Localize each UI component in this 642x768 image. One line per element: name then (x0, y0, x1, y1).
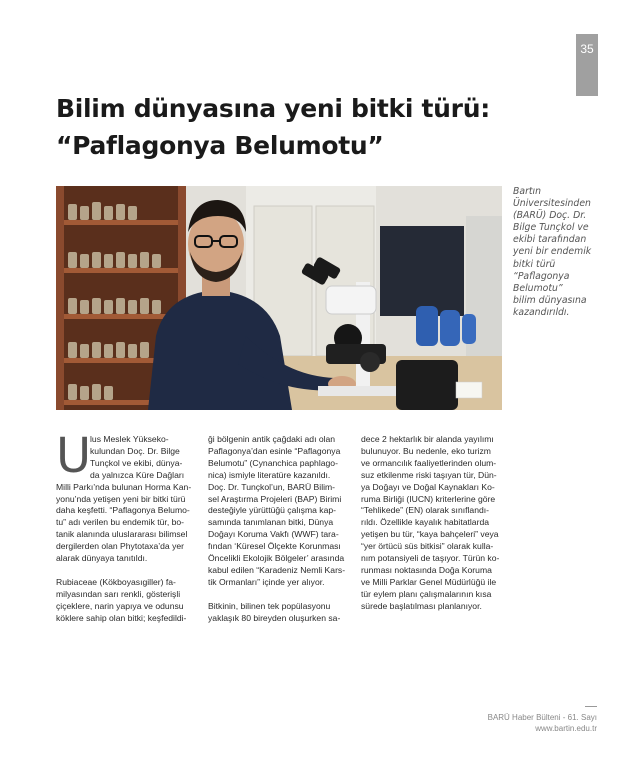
body-line: ve Milli Parklar Genel Müdürlüğü ile (361, 576, 497, 587)
body-line: köklere sahip olan bitki; keşfedildi- (56, 612, 187, 623)
body-line: tik Ormanları” içinde yer alıyor. (208, 576, 325, 587)
body-line: yetişen bu tür, “kaya bahçeleri” veya (361, 529, 499, 540)
body-line: tu” adı verilen bu endemik tür, bo- (56, 517, 185, 528)
article-title (56, 90, 536, 164)
body-column-2 (208, 434, 348, 624)
body-line: Doç. Dr. Tunçkol’un, BARÜ Bilim- (208, 481, 336, 492)
body-line: kulundan Doç. Dr. Bilge (90, 445, 180, 456)
body-line: ruma Birliği (IUCN) kriterlerine göre (361, 493, 496, 504)
body-line: Bitkinin, bilinen tek popülasyonu (208, 600, 331, 611)
body-line: dece 2 hektarlık bir alanda yayılımı (361, 434, 494, 444)
paragraph-gap (56, 565, 196, 577)
body-line: samında tanımlanan bitki, Dünya (208, 517, 334, 528)
body-line: desteğiyle yürüttüğü çalışma kap- (208, 505, 337, 516)
footer-publication: BARÜ Haber Bülteni - 61. Sayı (487, 713, 597, 722)
body-line: milyasından sarı renkli, gösterişli (56, 588, 181, 599)
body-line: alarak dünyaya tanıtıldı. (56, 553, 148, 564)
photo-caption (513, 186, 609, 319)
body-line: ve ormancılık faaliyetlerinden olum- (361, 457, 497, 468)
footer (488, 712, 597, 734)
body-line: Tunçkol ve ekibi, dünya- (90, 457, 183, 468)
body-line: dergilerden olan Phytotaxa’da yer (56, 541, 185, 552)
caption-line: Bartın (513, 186, 542, 197)
body-line: sürede başlatılması planlanıyor. (361, 600, 482, 611)
body-line: bulunuyor. Bu nedenle, eko turizm (361, 445, 491, 456)
caption-line: yeni bir endemik (513, 246, 592, 258)
body-line: kabul edilen “Karadeniz Nemli Kars- (208, 564, 346, 575)
body-line: tür eylem planı çalışmalarının kısa (361, 588, 492, 599)
body-line: Belumotu” (Cynanchica paphlago- (208, 457, 338, 468)
body-line: “Tehlikede” (EN) olarak sınıflandı- (361, 505, 489, 516)
drop-cap: U (56, 428, 92, 484)
caption-line: “Paflagonya (513, 270, 570, 282)
body-line: nım potansiyeli de taşıyor. Türün ko- (361, 553, 500, 564)
caption-line: Üniversitesinden (513, 198, 591, 210)
body-line: da yalnızca Küre Dağları (90, 469, 185, 480)
body-column-3 (361, 434, 501, 613)
caption-line: bitki türü (513, 258, 556, 270)
caption-line: (BARÜ) Doç. Dr. (513, 210, 587, 222)
title-line-2: “Paflagonya Belumotu” (56, 131, 384, 160)
caption-line: ekibi tarafından (513, 234, 587, 246)
body-line: runması noktasında Doğa Koruma (361, 564, 492, 575)
body-line: Öncelikli Ekolojik Bölgeler’ arasında (208, 553, 345, 564)
body-column-1 (56, 428, 196, 624)
title-line-1: Bilim dünyasına yeni bitki türü: (56, 94, 490, 123)
footer-divider (585, 706, 597, 707)
footer-website[interactable]: www.bartin.edu.tr (535, 724, 597, 733)
body-line: ği bölgenin antik çağdaki adı olan (208, 434, 336, 444)
researcher-with-microscope-illustration (56, 186, 502, 410)
body-line: fından ‘Küresel Ölçekte Korunması (208, 541, 341, 552)
body-line: nica) ismiyle literatüre kazanıldı. (208, 469, 331, 480)
body-line: rıldı. Özellikle kayalık habitatlarda (361, 517, 490, 528)
page-number: 35 (580, 42, 594, 56)
page-number-tab (576, 34, 598, 96)
body-line: “yer örtücü süs bitkisi” olarak kulla- (361, 541, 494, 552)
body-line: ya Doğayı ve Doğal Kaynakları Ko- (361, 481, 495, 492)
body-line: sel Araştırma Projeleri (BAP) Birimi (208, 493, 342, 504)
body-line: lus Meslek Yükseko- (90, 434, 169, 444)
paragraph-gap (208, 589, 348, 601)
body-line: tanik alanında uluslararası bilimsel (56, 529, 188, 540)
caption-line: kazandırıldı. (513, 306, 570, 318)
body-line: daha keşfetti. “Paflagonya Belumo- (56, 505, 190, 516)
caption-line: Belumotu” (513, 282, 563, 294)
body-line: Milli Parkı’nda bulunan Horma Kan- (56, 481, 192, 492)
caption-line: bilim dünyasına (513, 294, 587, 306)
body-line: yonu’nda yetişen yeni bir bitki türü (56, 493, 186, 504)
body-line: Paflagonya’dan esinle “Paflagonya (208, 445, 341, 456)
article-photo (56, 186, 502, 410)
body-line: Doğayı Koruma Vakfı (WWF) tara- (208, 529, 339, 540)
body-line: suz etkilenme riski taşıyan tür, Dün- (361, 469, 497, 480)
caption-line: Bilge Tunçkol ve (513, 222, 589, 234)
body-line: yaklaşık 80 bireyden oluşurken sa- (208, 612, 341, 623)
body-line: Rubiaceae (Kökboyasıgiller) fa- (56, 576, 176, 587)
body-line: çiçeklere, narin yapıya ve odunsu (56, 600, 184, 611)
